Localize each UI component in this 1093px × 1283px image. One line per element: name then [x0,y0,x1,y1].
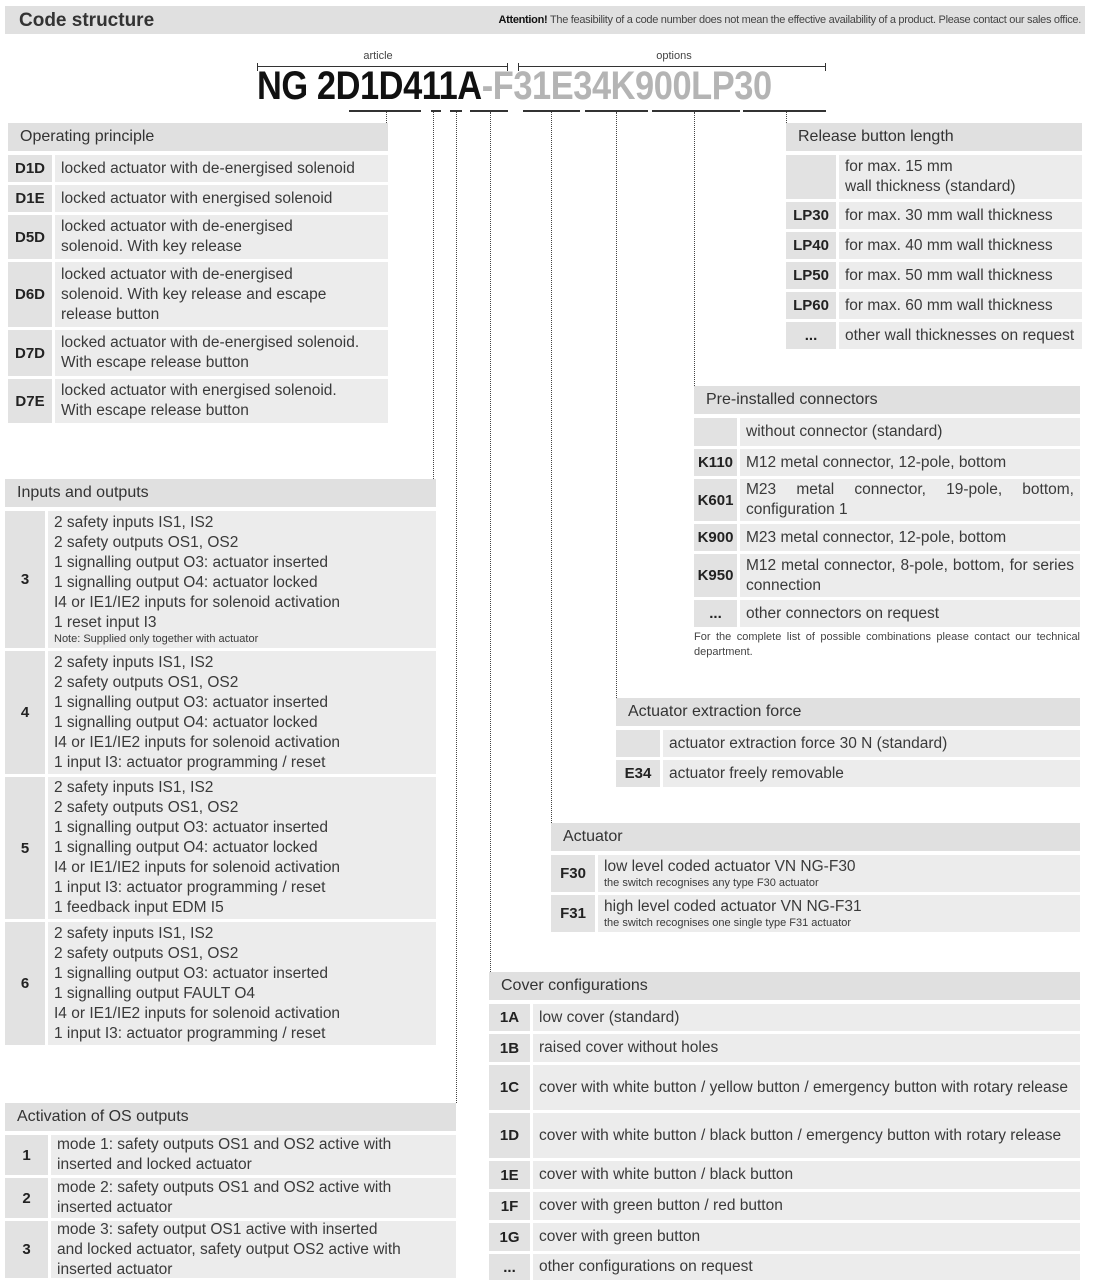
code-article: NG 2D1D411A [257,64,482,108]
option-code: 1E [489,1161,530,1189]
row-note: Note: Supplied only together with actuator [54,633,259,645]
section-extraction-force [616,698,1080,790]
description-line: 2 safety inputs IS1, IS2 [54,653,214,671]
option-description [48,777,436,919]
option-code: F30 [551,855,595,892]
option-description [740,479,1080,521]
options-label: options [656,50,692,62]
description-line: cover with white button / black button / emergency button with rotary release [539,1126,1062,1144]
description-line: cover with white button / black button [539,1166,794,1183]
section-title: Activation of OS outputs [5,1103,456,1131]
description-line: actuator extraction force 30 N (standard) [669,734,948,752]
code-number [257,64,772,109]
leader-line [433,112,434,479]
option-code: 1A [489,1004,530,1031]
description-line: for max. 50 mm wall thickness [845,266,1053,284]
description-line: I4 or IE1/IE2 inputs for solenoid activation [54,1004,341,1022]
option-description [598,855,1080,892]
table-row [551,895,1080,932]
row-note: the switch recognises any type F30 actuator [604,877,819,889]
option-code: LP30 [786,202,836,229]
table-row [5,1221,456,1278]
description-line: solenoid. With key release [61,238,242,255]
attention-text: The feasibility of a code number does not mean the effective availability of a product. Please contact our sales office. [549,14,1081,26]
description-line: 1 signalling output O3: actuator inserted [54,964,329,982]
table-row [8,185,388,212]
description-line: M23 metal connector, 12-pole, bottom [746,528,1007,546]
description-line: inserted actuator [57,1260,173,1278]
option-description [839,155,1082,199]
table-row [694,449,1080,476]
description-line: 2 safety outputs OS1, OS2 [54,799,239,816]
table-row [551,855,1080,892]
leader-line [616,112,617,698]
description-line: inserted and locked actuator [57,1156,252,1173]
attention-notice [498,14,1081,26]
option-code: 1G [489,1223,530,1251]
description-line: I4 or IE1/IE2 inputs for solenoid activation [54,859,341,876]
section-activation-os [5,1103,456,1281]
table-row [694,600,1080,627]
code-segment-underline [652,110,740,112]
option-description [663,730,1080,757]
option-code: D5D [8,215,52,259]
attention-label: Attention! [498,14,548,26]
description-line: other configurations on request [539,1258,753,1275]
section-release-button-length [786,123,1082,352]
section-title: Actuator extraction force [616,698,1080,726]
table-row [5,511,436,648]
table-row [694,479,1080,521]
leader-line [786,112,787,123]
table-row [786,155,1082,199]
description-line: mode 2: safety outputs OS1 and OS2 active with [57,1179,392,1196]
option-description [839,232,1082,259]
description-line: 1 input I3: actuator programming / reset [54,753,326,771]
description-line: without connector (standard) [746,423,943,440]
option-code: 3 [5,511,45,648]
description-line: M12 metal connector, 12-pole, bottom [746,453,1007,471]
table-row [786,232,1082,259]
code-segment-underline [743,110,826,112]
description-line: 1 signalling output O3: actuator inserted [54,554,329,571]
option-code: 6 [5,922,45,1045]
row-note: the switch recognises one single type F31 actuator [604,917,852,929]
table-row [489,1034,1080,1062]
leader-line [490,112,491,972]
leader-line [456,112,457,1103]
option-description [55,215,388,259]
option-description [740,449,1080,476]
section-cover-configurations [489,972,1080,1283]
option-description [598,895,1080,932]
option-code: LP50 [786,262,836,289]
option-description [839,262,1082,289]
description-line: M23 metal connector, 19-pole, bottom, configuration 1 [746,481,1074,518]
section-title: Operating principle [8,123,388,151]
description-line: 1 feedback input EDM I5 [54,899,224,916]
option-code: F31 [551,895,595,932]
leader-line [551,112,552,823]
table-row [5,922,436,1045]
description-line: 2 safety outputs OS1, OS2 [54,944,239,962]
option-description [839,322,1082,349]
description-line: locked actuator with energised solenoid [61,189,333,207]
description-line: cover with green button [539,1228,701,1245]
option-description [533,1161,1080,1189]
description-line: for max. 40 mm wall thickness [845,236,1053,254]
option-code: 1B [489,1034,530,1062]
description-line: high level coded actuator VN NG-F31 [604,898,862,915]
description-line: locked actuator with energised solenoid. [61,382,337,399]
section-operating-principle [8,123,388,426]
table-row [8,262,388,327]
option-description [839,292,1082,319]
option-code: K110 [694,449,737,476]
option-code: LP60 [786,292,836,319]
table-row [5,777,436,919]
section-title: Inputs and outputs [5,479,436,507]
option-description [740,418,1080,446]
table-row [786,292,1082,319]
description-line: With escape release button [61,402,249,419]
table-row [8,330,388,376]
table-row [489,1223,1080,1251]
option-description [51,1135,456,1175]
header-bar [5,6,1085,34]
option-code: ... [786,322,836,349]
table-row [8,379,388,423]
table-row [786,202,1082,229]
option-code: K601 [694,479,737,521]
description-line: 2 safety inputs IS1, IS2 [54,779,214,796]
option-code [616,730,660,757]
option-code: K900 [694,524,737,551]
description-line: release button [61,305,160,323]
description-line: 1 signalling output O4: actuator locked [54,713,318,731]
description-line: wall thickness (standard) [845,178,1016,195]
option-code: 1F [489,1192,530,1220]
table-row [5,1178,456,1218]
section-title: Cover configurations [489,972,1080,1000]
description-line: 2 safety outputs OS1, OS2 [54,673,239,691]
option-code: 3 [5,1221,48,1278]
option-description [740,554,1080,597]
section-inputs-outputs [5,479,436,1048]
description-line: for max. 15 mm [845,158,953,175]
table-row [489,1161,1080,1189]
description-line: I4 or IE1/IE2 inputs for solenoid activation [54,733,341,751]
section-title: Actuator [551,823,1080,851]
option-description [740,600,1080,627]
description-line: 1 signalling output O3: actuator inserted [54,819,329,836]
option-code: 1C [489,1065,530,1110]
option-description [55,155,388,182]
section-connectors [694,386,1080,660]
table-row [489,1254,1080,1280]
table-row [489,1004,1080,1031]
option-description [48,511,436,648]
option-code: ... [489,1254,530,1280]
description-line: 2 safety inputs IS1, IS2 [54,924,214,942]
description-line: solenoid. With key release and escape [61,285,327,303]
option-code: 1D [489,1113,530,1158]
option-description [48,651,436,774]
description-line: 2 safety inputs IS1, IS2 [54,514,214,531]
option-code: E34 [616,760,660,787]
option-code: D1E [8,185,52,212]
option-description [533,1113,1080,1158]
option-code: LP40 [786,232,836,259]
description-line: low level coded actuator VN NG-F30 [604,858,856,875]
option-description [55,330,388,376]
table-row [786,262,1082,289]
option-description [533,1192,1080,1220]
option-code: 5 [5,777,45,919]
option-description [55,379,388,423]
code-segment-underline [349,110,421,112]
description-line: for max. 60 mm wall thickness [845,296,1053,314]
option-description [51,1178,456,1218]
option-code: D6D [8,262,52,327]
description-line: cover with white button / yellow button / emergency button with rotary release [539,1078,1068,1096]
description-line: 1 input I3: actuator programming / reset [54,879,326,896]
code-segment-underline [470,110,508,112]
section-actuator [551,823,1080,935]
leader-line [386,112,387,123]
table-row [616,730,1080,757]
description-line: other connectors on request [746,604,940,622]
option-description [839,202,1082,229]
section-title: Release button length [786,123,1082,151]
option-description [533,1254,1080,1280]
option-description [55,262,388,327]
description-line: locked actuator with de-energised solenoid. [61,334,360,351]
option-code [786,155,836,199]
page-title: Code structure [19,10,155,31]
article-label: article [363,50,393,62]
table-row [694,418,1080,446]
description-line: other wall thicknesses on request [845,326,1075,344]
option-code: K950 [694,554,737,597]
description-line: low cover (standard) [539,1008,680,1026]
option-description [55,185,388,212]
option-description [533,1034,1080,1062]
table-row [489,1113,1080,1158]
option-description [533,1004,1080,1031]
description-line: locked actuator with de-energised solenoid [61,159,355,177]
description-line: 1 signalling output O4: actuator locked [54,839,318,856]
option-code: D7D [8,330,52,376]
description-line: 1 signalling output O3: actuator inserted [54,693,329,711]
description-line: 2 safety outputs OS1, OS2 [54,534,239,551]
description-line: mode 1: safety outputs OS1 and OS2 active with [57,1136,392,1153]
description-line: cover with green button / red button [539,1197,783,1214]
description-line: M12 metal connector, 8-pole, bottom, for series connection [746,556,1074,594]
description-line: locked actuator with de-energised [61,265,293,283]
option-description [740,524,1080,551]
description-line: for max. 30 mm wall thickness [845,206,1053,224]
option-description [51,1221,456,1278]
option-description [533,1223,1080,1251]
description-line: mode 3: safety output OS1 active with inserted [57,1220,378,1238]
description-line: raised cover without holes [539,1039,719,1056]
table-row [5,1135,456,1175]
table-row [489,1065,1080,1110]
option-code: 4 [5,651,45,774]
leader-line [694,112,695,386]
table-row [8,215,388,259]
table-row [694,554,1080,597]
description-line: and locked actuator, safety output OS2 active with [57,1240,401,1258]
description-line: 1 signalling output FAULT O4 [54,984,256,1002]
option-code [694,418,737,446]
description-line: locked actuator with de-energised [61,218,293,235]
table-row [8,155,388,182]
description-line: 1 signalling output O4: actuator locked [54,574,318,591]
table-row [489,1192,1080,1220]
table-row [616,760,1080,787]
description-line: inserted actuator [57,1199,173,1216]
option-code: 2 [5,1178,48,1218]
option-code: ... [694,600,737,627]
table-row [786,322,1082,349]
option-description [48,922,436,1045]
description-line: 1 reset input I3 [54,614,157,631]
section-title: Pre-installed connectors [694,386,1080,414]
table-row [694,524,1080,551]
option-code: 1 [5,1135,48,1175]
description-line: With escape release button [61,354,249,371]
description-line: actuator freely removable [669,764,844,782]
description-line: 1 input I3: actuator programming / reset [54,1024,326,1042]
option-code: D1D [8,155,52,182]
option-description [533,1065,1080,1110]
description-line: I4 or IE1/IE2 inputs for solenoid activation [54,594,341,611]
option-description [663,760,1080,787]
option-code: D7E [8,379,52,423]
table-row [5,651,436,774]
code-options: -F31E34K900LP30 [481,64,772,108]
section-footnote: For the complete list of possible combinations please contact our technical department. [694,631,1080,658]
